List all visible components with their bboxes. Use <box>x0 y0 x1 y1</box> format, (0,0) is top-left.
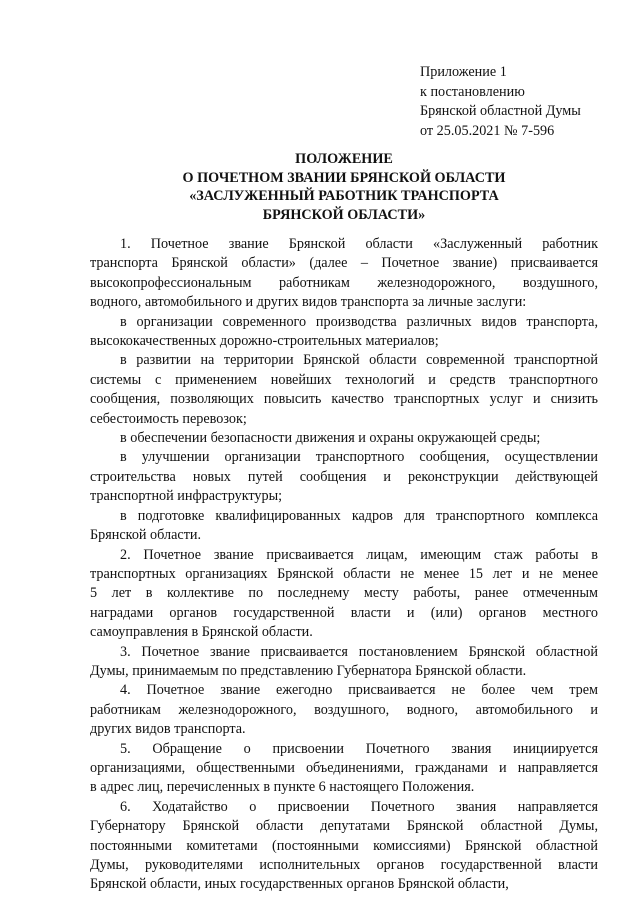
document-body <box>90 235 598 895</box>
paragraph-line: высококачественных дорожно-строительных материалов; <box>90 333 439 350</box>
paragraph-line: 5. Обращение о присвоении Почетного звания инициируется <box>120 740 598 757</box>
paragraph-line: 2. Почетное звание присваивается лицам, имеющим стаж работы в <box>120 546 598 563</box>
paragraph <box>90 643 598 682</box>
paragraph <box>90 798 598 895</box>
paragraph-line: других видов транспорта. <box>90 721 246 738</box>
paragraph-line: в развитии на территории Брянской области современной транспортной <box>120 352 598 369</box>
paragraph-line: Губернатору Брянской области депутатами Брянской областной Думы, <box>90 818 598 835</box>
paragraph-line: в подготовке квалифицированных кадров для транспортного комплекса <box>120 507 598 524</box>
appendix-block <box>420 63 581 141</box>
paragraph-line: в организации современного производства различных видов транспорта, <box>120 313 598 330</box>
paragraph <box>90 546 598 643</box>
paragraph-line: транспорта Брянской области» (далее – Почетное звание) присваивается <box>90 255 598 272</box>
paragraph-line: организациями, общественными объединениями, гражданами и направляется <box>90 759 598 776</box>
paragraph <box>90 313 598 352</box>
title-line: О ПОЧЕТНОМ ЗВАНИИ БРЯНСКОЙ ОБЛАСТИ <box>182 169 506 186</box>
paragraph <box>90 681 598 739</box>
title-line: ПОЛОЖЕНИЕ <box>295 151 393 167</box>
paragraph-line: 1. Почетное звание Брянской области «Заслуженный работник <box>120 236 598 252</box>
appendix-line: к постановлению <box>420 83 525 100</box>
paragraph-line: постоянными комитетами (постоянными комиссиями) Брянской областной <box>90 837 598 854</box>
paragraph <box>90 351 598 429</box>
paragraph-line: транспортных организациях Брянской области не менее 15 лет и не менее <box>90 565 598 582</box>
paragraph-line: Брянской области. <box>90 527 202 544</box>
paragraph-line: Думы, принимаемым по представлению Губернатора Брянской области. <box>90 662 527 679</box>
appendix-line: Брянской областной Думы <box>420 103 581 119</box>
paragraph-line: наградами органов государственной власти и (или) органов местного <box>90 604 598 621</box>
paragraph-line: 5 лет в коллективе по последнему месту работы, ранее отмеченным <box>90 585 598 602</box>
paragraph <box>90 235 598 313</box>
paragraph-line: в улучшении организации транспортного сообщения, осуществлении <box>120 449 598 466</box>
paragraph <box>90 429 598 448</box>
title-line: «ЗАСЛУЖЕННЫЙ РАБОТНИК ТРАНСПОРТА <box>189 188 499 204</box>
paragraph-line: водного, автомобильного и других видов транспорта за личные заслуги: <box>90 294 527 311</box>
paragraph-line: самоуправления в Брянской области. <box>90 624 313 641</box>
paragraph <box>90 448 598 506</box>
paragraph <box>90 740 598 798</box>
paragraph-line: транспортной инфраструктуры; <box>90 488 283 505</box>
appendix-line: Приложение 1 <box>420 64 507 80</box>
paragraph-line: в обеспечении безопасности движения и охраны окружающей среды; <box>120 430 541 447</box>
paragraph-line: Думы, руководителями исполнительных органов государственной власти <box>90 857 598 873</box>
paragraph-line: системы с применением новейших технологий и средств транспортного <box>90 371 598 388</box>
paragraph-line: 6. Ходатайство о присвоении Почетного звания направляется <box>120 798 598 815</box>
paragraph-line: 3. Почетное звание присваивается постановлением Брянской областной <box>120 643 598 660</box>
paragraph-line: работникам железнодорожного, воздушного, водного, автомобильного и <box>90 701 598 718</box>
appendix-line: от 25.05.2021 № 7-596 <box>420 122 555 139</box>
paragraph-line: Брянской области, иных государственных органов Брянской области, <box>90 876 509 893</box>
title-line: БРЯНСКОЙ ОБЛАСТИ» <box>262 206 426 223</box>
paragraph-line: высокопрофессиональным работникам железнодорожного, воздушного, <box>90 274 598 291</box>
paragraph-line: себестоимость перевозок; <box>90 410 247 427</box>
paragraph-line: в адрес лиц, перечисленных в пункте 6 настоящего Положения. <box>90 779 475 796</box>
paragraph-line: 4. Почетное звание ежегодно присваивается не более чем трем <box>120 682 598 699</box>
paragraph <box>90 507 598 546</box>
document-title <box>90 150 598 224</box>
paragraph-line: строительства новых путей сообщения и реконструкции действующей <box>90 468 598 485</box>
paragraph-line: сообщения, позволяющих повысить качество транспортных услуг и снизить <box>90 391 598 408</box>
